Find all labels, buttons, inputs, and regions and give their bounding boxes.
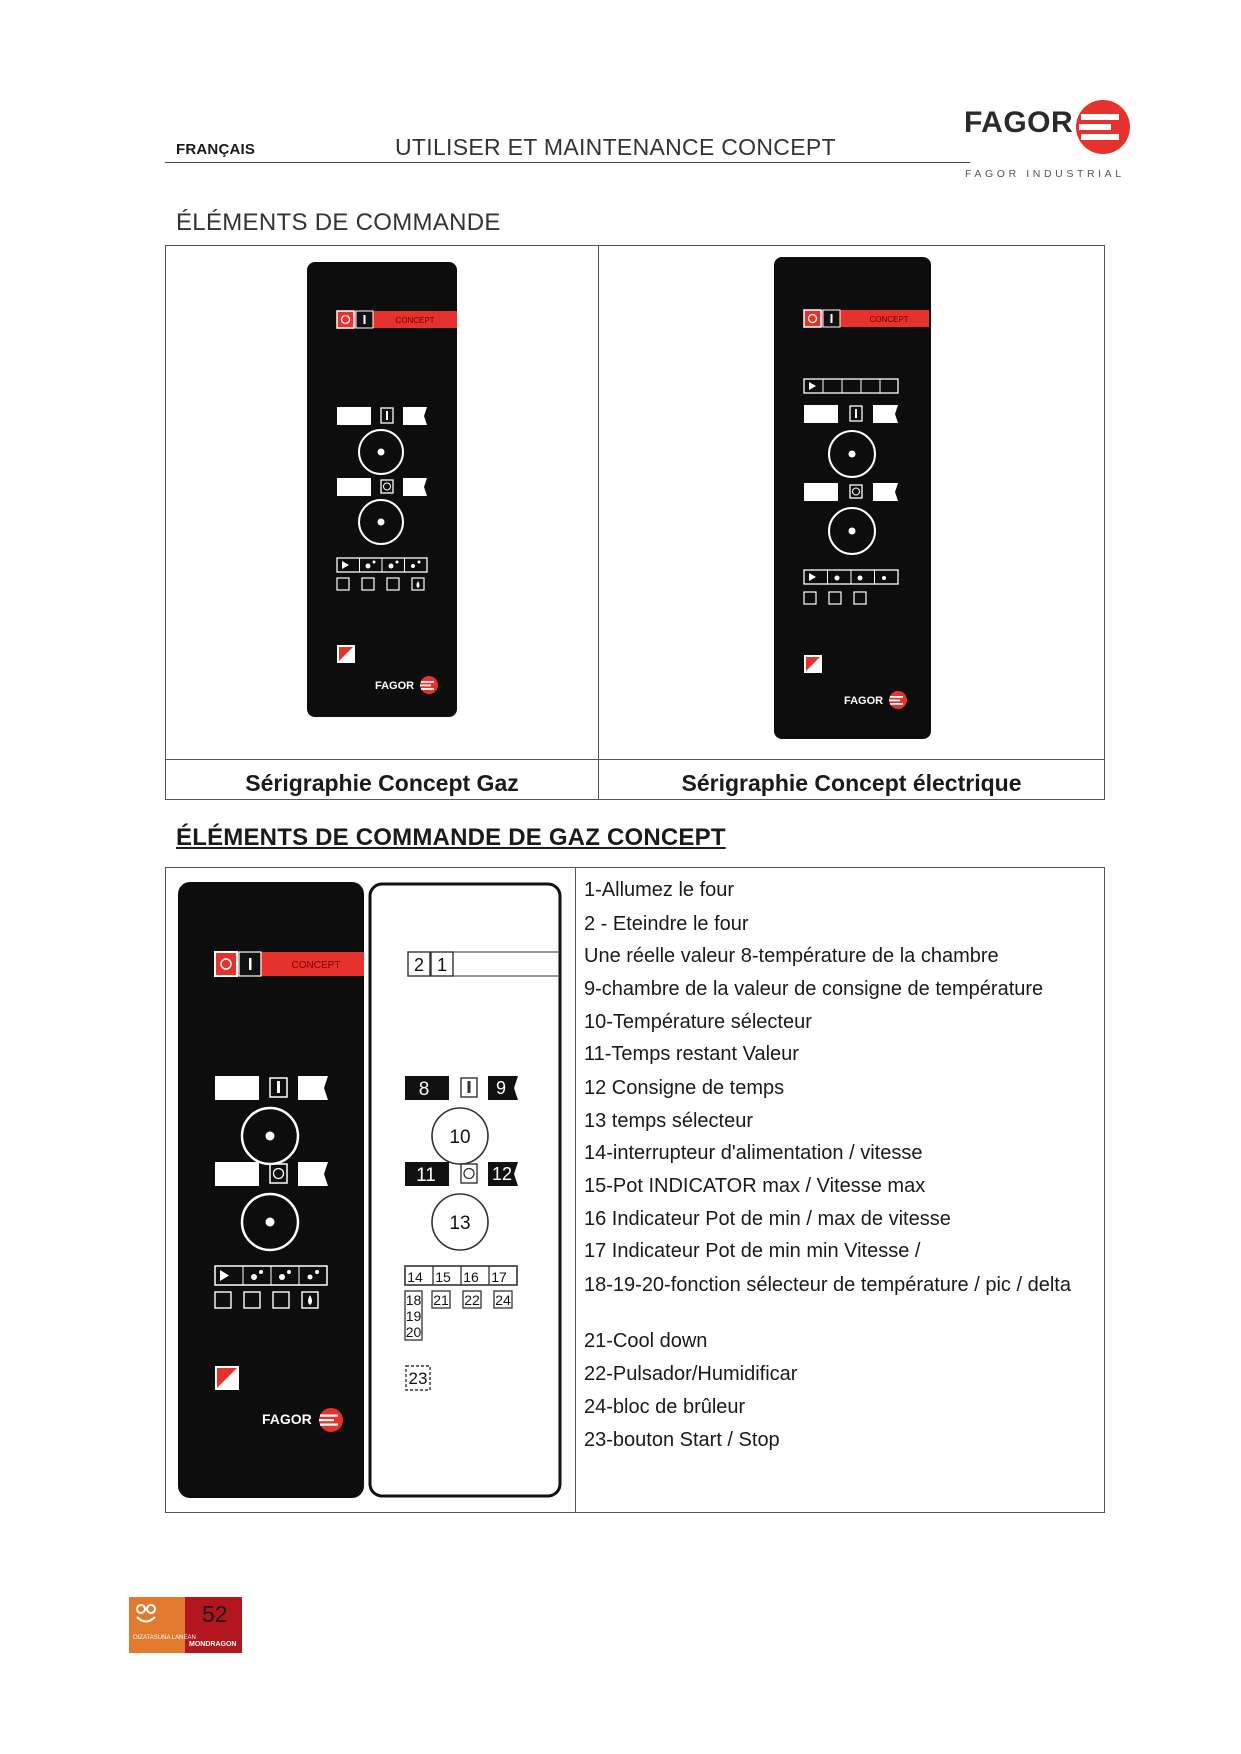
time-actual-display (337, 478, 371, 496)
section-title-controls: ÉLÉMENTS DE COMMANDE (176, 209, 501, 236)
table-column-divider (575, 868, 576, 1512)
callout-11: 11 (416, 1165, 436, 1186)
page-number: 52 (202, 1601, 228, 1627)
header-divider (165, 162, 970, 163)
gas-controls-legend-table (165, 867, 1105, 1513)
legend-item: 16 Indicateur Pot de min / max de vitesse (584, 1208, 951, 1230)
table-column-divider (598, 246, 599, 799)
legend-item: 9-chambre de la valeur de consigne de température (584, 978, 1044, 1000)
legend-item: 21-Cool down (584, 1330, 708, 1352)
gas-control-panel (307, 262, 457, 717)
footer-right-text: MONDRAGON (189, 1641, 237, 1648)
callout-23: 23 (408, 1369, 428, 1388)
svg-text:CONCEPT: CONCEPT (291, 960, 341, 971)
brand-strip-text: CONCEPT (395, 316, 435, 325)
callout-13: 13 (449, 1213, 471, 1234)
callout-19: 19 (405, 1308, 422, 1324)
caption-gas-panel: Sérigraphie Concept Gaz (245, 770, 519, 796)
caption-electric-panel: Sérigraphie Concept électrique (681, 770, 1022, 796)
page-footer-badge (129, 1597, 242, 1653)
callout-8: 8 (418, 1079, 430, 1100)
legend-item: 12 Consigne de temps (584, 1077, 785, 1099)
fagor-logo (960, 96, 1136, 186)
logo-wordmark: FAGOR (964, 106, 1074, 139)
svg-text:FAGOR: FAGOR (262, 1411, 312, 1427)
callout-9: 9 (495, 1078, 507, 1098)
callout-16: 16 (463, 1269, 479, 1285)
fagor-logo-icon (1075, 99, 1131, 155)
callout-24: 24 (495, 1292, 511, 1308)
time-actual-display (804, 483, 838, 501)
callout-1: 1 (436, 955, 448, 975)
logo-subtitle: FAGOR INDUSTRIAL (965, 168, 1125, 180)
footer-left-text: OIZATASUNA LANEAN (133, 1635, 196, 1641)
table-row-divider (166, 759, 1104, 760)
panel-comparison-table (165, 245, 1105, 800)
callout-22: 22 (464, 1292, 480, 1308)
temp-setpoint-display (403, 407, 427, 425)
legend-item: 18-19-20-fonction sélecteur de température / pic / delta (584, 1274, 1071, 1296)
panel-logo-text: FAGOR (375, 680, 415, 692)
temp-setpoint-display (298, 1076, 328, 1100)
callout-2: 2 (413, 955, 425, 975)
header-language: FRANÇAIS (176, 141, 256, 158)
legend-item: 14-interrupteur d'alimentation / vitesse (584, 1142, 923, 1164)
callout-12: 12 (491, 1164, 513, 1184)
legend-item: Une réelle valeur 8-température de la chambre (584, 945, 999, 967)
power-on-icon (364, 315, 366, 324)
callout-17: 17 (491, 1269, 507, 1285)
legend-item: 13 temps sélecteur (584, 1110, 753, 1132)
legend-item: 22-Pulsador/Humidificar (584, 1363, 798, 1385)
power-off-button (804, 310, 821, 327)
time-setpoint-display (298, 1162, 328, 1186)
power-off-button (337, 311, 354, 328)
legend-item: 24-bloc de brûleur (584, 1396, 746, 1418)
gas-panel-large (178, 882, 364, 1498)
legend-item: 10-Température sélecteur (584, 1011, 812, 1033)
legend-item: 2 - Eteindre le four (584, 913, 749, 935)
callout-10: 10 (449, 1127, 471, 1148)
panel-logo-text: FAGOR (844, 695, 884, 707)
temp-actual-display (804, 405, 838, 423)
legend-item: 17 Indicateur Pot de min min Vitesse / (584, 1240, 921, 1262)
callout-21: 21 (433, 1292, 449, 1308)
numbered-panel-diagram (368, 882, 562, 1498)
temp-actual-display (215, 1076, 259, 1100)
power-off-button (215, 952, 237, 976)
time-actual-display (215, 1162, 259, 1186)
time-setpoint-display (403, 478, 427, 496)
cooperative-icon (134, 1602, 158, 1626)
callout-15: 15 (435, 1269, 451, 1285)
electric-control-panel (774, 257, 931, 739)
legend-item: 15-Pot INDICATOR max / Vitesse max (584, 1175, 926, 1197)
legend-item: 11-Temps restant Valeur (584, 1043, 799, 1065)
section-title-gas-controls: ÉLÉMENTS DE COMMANDE DE GAZ CONCEPT (176, 824, 726, 851)
callout-20: 20 (405, 1324, 422, 1340)
brand-strip-text: CONCEPT (869, 315, 909, 324)
temp-actual-display (337, 407, 371, 425)
callout-18: 18 (405, 1292, 422, 1308)
document-title: UTILISER ET MAINTENANCE CONCEPT (395, 134, 836, 160)
legend-item: 1-Allumez le four (584, 879, 735, 901)
legend-item: 23-bouton Start / Stop (584, 1429, 780, 1451)
callout-14: 14 (407, 1269, 423, 1285)
